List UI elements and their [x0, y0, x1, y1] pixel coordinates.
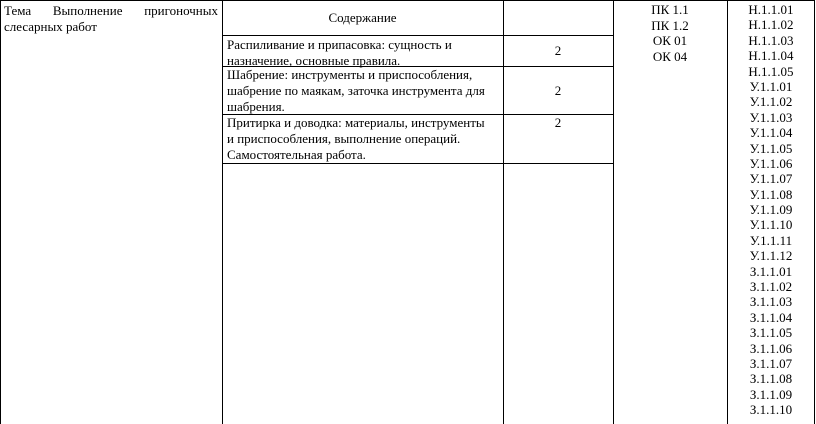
row-divider-1: [222, 35, 614, 36]
topic-title-line1: Тема Выполнение пригоночных: [4, 3, 218, 18]
content-row-1-text: Распиливание и припасовка: сущность и назначение, основные правила.: [227, 37, 452, 68]
skill-code: У.1.1.07: [749, 171, 793, 187]
skill-code: У.1.1.06: [749, 155, 793, 171]
content-column-header: Содержание: [328, 10, 397, 25]
skill-code: Н.1.1.02: [748, 17, 794, 33]
competency-item: ПК 1.2: [651, 17, 689, 33]
row-divider-4: [222, 163, 614, 164]
topic-title-line2: слесарных работ: [4, 19, 97, 34]
skill-code: У.1.1.01: [749, 78, 793, 94]
skill-code: З.1.1.09: [749, 386, 793, 402]
content-row-3-hours: 2: [554, 115, 562, 130]
skill-code: Н.1.1.01: [748, 2, 794, 17]
competency-list: [613, 2, 727, 64]
competency-item: ОК 01: [652, 33, 688, 48]
skill-code: У.1.1.04: [749, 125, 793, 141]
skill-code: Н.1.1.05: [748, 63, 794, 79]
content-row-3-text: Притирка и доводка: материалы, инструменты и приспособления, выполнение операций. Самостоятельная работа.: [227, 115, 485, 162]
skill-code: З.1.1.01: [749, 263, 793, 279]
skill-code: У.1.1.10: [749, 217, 793, 233]
content-row-2-text: Шабрение: инструменты и приспособления, шабрение по маякам, заточка инструмента для шабрения.: [227, 67, 485, 114]
skill-code: З.1.1.05: [749, 325, 793, 341]
skill-code: З.1.1.08: [749, 371, 793, 387]
table-border-left: [0, 0, 1, 424]
skill-code: З.1.1.04: [749, 309, 793, 325]
skill-code: У.1.1.09: [749, 202, 793, 218]
skill-code: З.1.1.03: [749, 294, 793, 310]
skill-code: У.1.1.12: [749, 248, 793, 264]
skill-code: У.1.1.11: [749, 232, 793, 248]
competency-item: ПК 1.1: [651, 2, 689, 17]
table-border-top: [0, 0, 815, 1]
skill-code: Н.1.1.03: [748, 32, 794, 48]
skill-code: У.1.1.08: [749, 186, 793, 202]
skill-code: З.1.1.02: [749, 279, 793, 295]
skill-code: З.1.1.06: [749, 340, 793, 356]
skill-code: З.1.1.10: [749, 402, 793, 418]
table-border-right: [814, 0, 815, 424]
skill-code: У.1.1.05: [749, 140, 793, 156]
skill-code: У.1.1.02: [749, 94, 793, 110]
skill-code: У.1.1.03: [749, 109, 793, 125]
skill-code-list: [728, 2, 814, 418]
column-divider-topic: [222, 0, 223, 424]
skill-code: З.1.1.07: [749, 355, 793, 371]
content-row-2-hours: 2: [554, 83, 562, 98]
skill-code: Н.1.1.04: [748, 48, 794, 64]
content-row-1-hours: 2: [554, 43, 562, 58]
competency-item: ОК 04: [652, 48, 688, 64]
column-divider-content: [503, 0, 504, 424]
